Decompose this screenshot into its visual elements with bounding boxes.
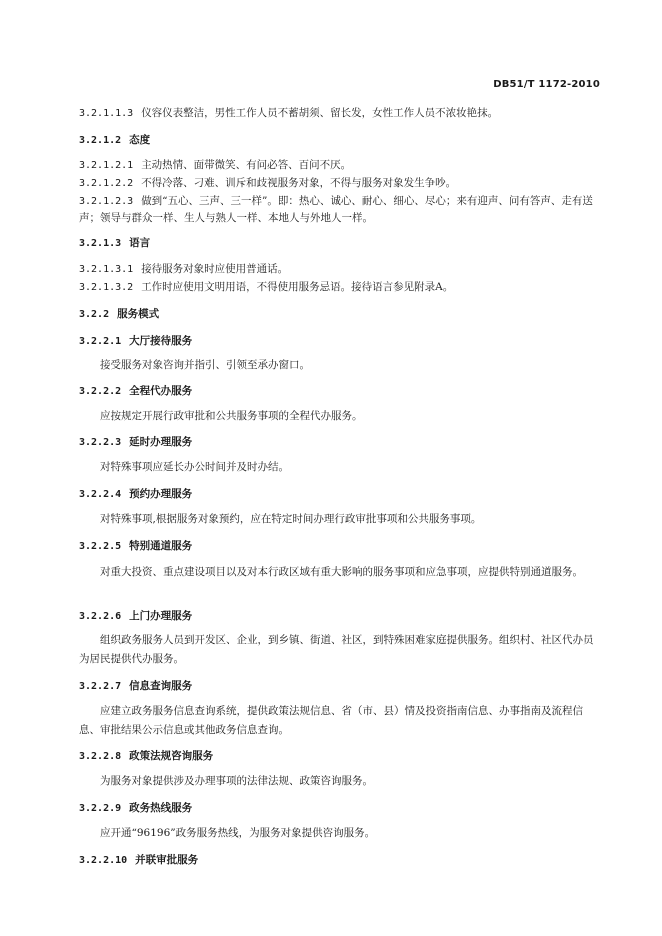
heading-number: 3.2.2.3 (79, 437, 122, 448)
clause-text: 不得冷落、刁难、训斥和歧视服务对象，不得与服务对象发生争吵。 (141, 177, 457, 189)
heading-3-2-2-5 (79, 539, 601, 554)
clause-text: 工作时应使用文明用语，不得使用服务忌语。接待语言参见附录A。 (141, 281, 454, 293)
heading-number: 3.2.2.9 (79, 803, 122, 814)
body-3-2-2-5: 对重大投资、重点建设项目以及对本行政区域有重大影响的服务事项和应急事项，应提供特别通道服务。 (100, 566, 583, 578)
heading-3-2-2-2 (79, 384, 601, 399)
heading-3-2-2-7 (79, 679, 601, 694)
body-3-2-2-6: 组织政务服务人员到开发区、企业，到乡镇、街道、社区，到特殊困难家庭提供服务。组织村、社区代办员为居民提供代办服务。 (79, 634, 594, 665)
heading-number: 3.2.2.2 (79, 386, 122, 397)
heading-3-2-2 (79, 307, 601, 322)
heading-title: 特别通道服务 (129, 540, 193, 552)
heading-title: 大厅接待服务 (129, 335, 193, 347)
heading-3-2-2-4 (79, 487, 601, 502)
heading-title: 全程代办服务 (129, 385, 193, 397)
heading-number: 3.2.2.10 (79, 855, 128, 866)
heading-number: 3.2.1.3 (79, 238, 122, 249)
clause-number: 3.2.1.2.1 (79, 160, 134, 171)
clause-text: 接待服务对象时应使用普通话。 (141, 263, 289, 275)
heading-3-2-2-9 (79, 801, 601, 816)
clause-number: 3.2.1.1.3 (79, 108, 134, 119)
body-3-2-2-8: 为服务对象提供涉及办理事项的法律法规、政策咨询服务。 (100, 775, 373, 787)
body-3-2-2-3: 对特殊事项应延长办公时间并及时办结。 (100, 461, 289, 473)
clause-3-2-1-3-1 (79, 262, 601, 277)
clause-3-2-1-1-3 (79, 106, 601, 121)
heading-title: 政策法规咨询服务 (129, 750, 214, 762)
clause-text: 做到“五心、三声、三一样”。即：热心、诚心、耐心、细心、尽心；来有迎声、问有答声、走有送声；领导与群众一样、生人与熟人一样、本地人与外地人一样。 (79, 195, 593, 224)
heading-3-2-1-3 (79, 236, 601, 251)
heading-3-2-2-1 (79, 334, 601, 349)
heading-3-2-1-2 (79, 133, 601, 148)
body-3-2-2-7: 应建立政务服务信息查询系统，提供政策法规信息、省（市、县）情及投资指南信息、办事指南及流程信息、审批结果公示信息或其他政务信息查询。 (79, 705, 583, 736)
heading-number: 3.2.2.1 (79, 336, 122, 347)
body-3-2-2-9: 应开通“96196”政务服务热线，为服务对象提供咨询服务。 (100, 827, 376, 839)
body-3-2-2-2: 应按规定开展行政审批和公共服务事项的全程代办服务。 (100, 410, 363, 422)
clause-3-2-1-2-2 (79, 176, 601, 191)
heading-title: 延时办理服务 (129, 436, 193, 448)
standard-number: DB51/T 1172-2010 (493, 79, 600, 90)
clause-number: 3.2.1.2.2 (79, 178, 134, 189)
body-3-2-2-4: 对特殊事项,根据服务对象预约，应在特定时间办理行政审批事项和公共服务事项。 (100, 513, 482, 525)
heading-3-2-2-6 (79, 609, 601, 624)
clause-text: 仪容仪表整洁，男性工作人员不蓄胡须、留长发，女性工作人员不浓妆艳抹。 (141, 107, 499, 119)
clause-3-2-1-2-3 (79, 193, 601, 227)
heading-title: 政务热线服务 (129, 802, 193, 814)
heading-number: 3.2.2.6 (79, 611, 122, 622)
heading-number: 3.2.1.2 (79, 135, 122, 146)
heading-number: 3.2.2.4 (79, 489, 122, 500)
clause-number: 3.2.1.2.3 (79, 196, 134, 207)
body-3-2-2-1: 接受服务对象咨询并指引、引领至承办窗口。 (100, 359, 310, 371)
heading-title: 并联审批服务 (135, 854, 199, 866)
heading-number: 3.2.2.7 (79, 681, 122, 692)
heading-3-2-2-10 (79, 853, 601, 868)
heading-title: 上门办理服务 (129, 610, 193, 622)
heading-title: 服务模式 (117, 308, 160, 320)
clause-text: 主动热情、面带微笑、有问必答、百问不厌。 (141, 159, 352, 171)
heading-3-2-2-3 (79, 435, 601, 450)
heading-title: 预约办理服务 (129, 488, 193, 500)
heading-number: 3.2.2 (79, 309, 110, 320)
clause-3-2-1-3-2 (79, 280, 601, 295)
heading-title: 语言 (129, 237, 151, 249)
heading-number: 3.2.2.8 (79, 751, 122, 762)
clause-number: 3.2.1.3.2 (79, 282, 134, 293)
heading-3-2-2-8 (79, 749, 601, 764)
clause-3-2-1-2-1 (79, 158, 601, 173)
heading-title: 态度 (129, 134, 151, 146)
heading-number: 3.2.2.5 (79, 541, 122, 552)
heading-title: 信息查询服务 (129, 680, 193, 692)
clause-number: 3.2.1.3.1 (79, 264, 134, 275)
